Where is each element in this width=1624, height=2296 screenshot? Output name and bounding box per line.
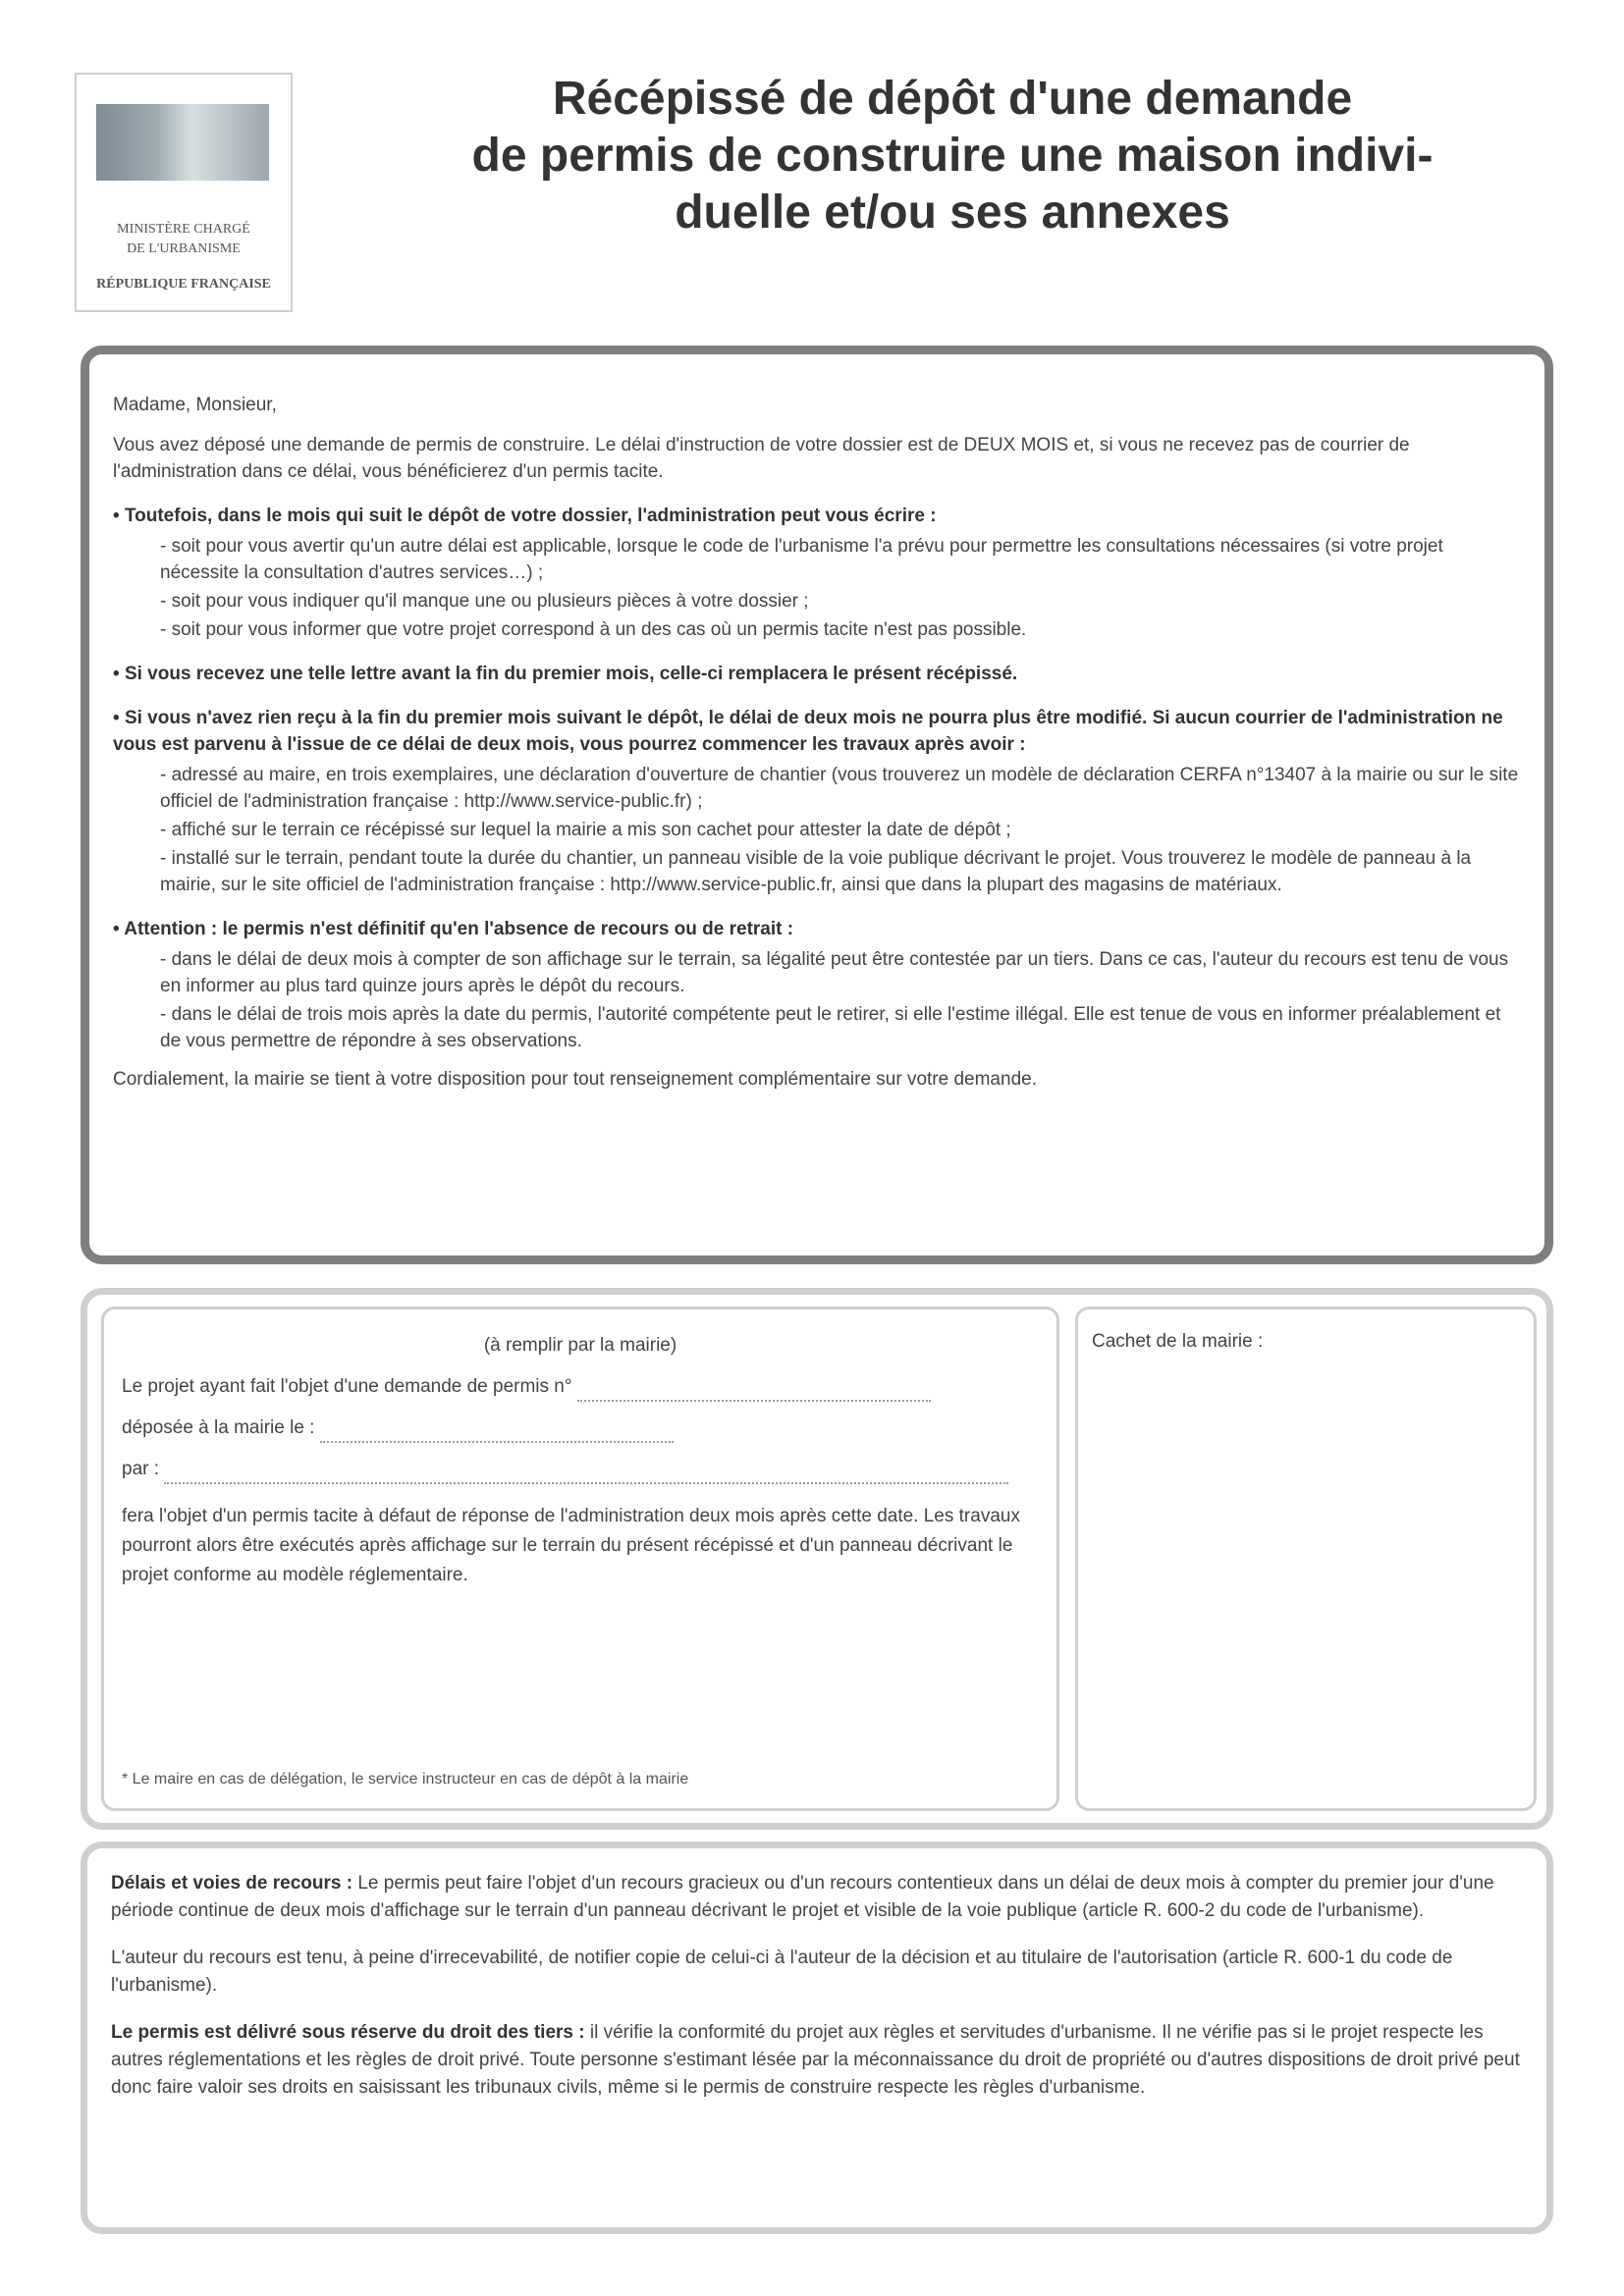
bullet-no-reply: • Si vous n'avez rien reçu à la fin du premier mois suivant le dépôt, le délai de deux mois ne pourra plus être modifié. Si aucun courrier de l'administration ne vous est parvenu à l'issue de ce délai de deux mois, vous pourrez commencer les travaux après avoir : bbox=[113, 705, 1521, 758]
bullet-attention: • Attention : le permis n'est définitif qu'en l'absence de recours ou de retrait : bbox=[113, 916, 1521, 942]
mairie-stamp-area bbox=[1075, 1307, 1537, 1811]
title-line-1: Récépissé de dépôt d'une demande bbox=[552, 73, 1353, 125]
bullet-toutefois: • Toutefois, dans le mois qui suit le dépôt de votre dossier, l'administration peut vous écrire : bbox=[113, 503, 1521, 529]
applicant-field[interactable] bbox=[164, 1465, 1008, 1484]
sub-item: - adressé au maire, en trois exemplaires, une déclaration d'ouverture de chantier (vous trouverez un modèle de déclaration CERFA n°13407 à la mairie ou sur le site officiel de l'administration française : http://www.service-public.fr) ; bbox=[160, 762, 1521, 815]
recours-paragraph bbox=[111, 1870, 1523, 1925]
intro-paragraph: Vous avez déposé une demande de permis de construire. Le délai d'instruction de votre dossier est de DEUX MOIS et, si vous ne recevez pas de courrier de l'administration dans ce délai, vous bénéficierez d'un permis tacite. bbox=[113, 435, 1410, 482]
logo-republic: RÉPUBLIQUE FRANÇAISE bbox=[96, 277, 271, 292]
mairie-footnote: * Le maire en cas de délégation, le service instructeur en cas de dépôt à la mairie bbox=[122, 1771, 689, 1788]
title-line-2: de permis de construire une maison indivi- bbox=[471, 130, 1434, 182]
deposit-date-label: déposée à la mairie le : bbox=[122, 1417, 315, 1438]
sub-item: - dans le délai de deux mois à compter de son affichage sur le terrain, sa légalité peut être contestée par un tiers. Dans ce cas, l'auteur du recours est tenu de vous en informer au plus tard quinze jours après le dépôt du recours. bbox=[160, 946, 1521, 999]
deposit-date-line bbox=[122, 1414, 1039, 1443]
mairie-section bbox=[81, 1288, 1553, 1830]
logo-line-1: MINISTÈRE CHARGÉ bbox=[117, 222, 250, 237]
sub-item: - soit pour vous avertir qu'un autre délai est applicable, lorsque le code de l'urbanisme l'a prévu pour permettre les consultations nécessaires (si votre projet nécessite la consultation d'autres services…) ; bbox=[160, 533, 1521, 586]
tiers-heading: Le permis est délivré sous réserve du droit des tiers : bbox=[111, 2022, 585, 2043]
permit-number-line bbox=[122, 1372, 1039, 1402]
permit-number-field[interactable] bbox=[577, 1382, 931, 1402]
sub-item: - soit pour vous indiquer qu'il manque une ou plusieurs pièces à votre dossier ; bbox=[160, 588, 1521, 614]
tacit-permit-paragraph: fera l'objet d'un permis tacite à défaut de réponse de l'administration deux mois après cette date. Les travaux pourront alors être exécutés après affichage sur le terrain du présent récépissé et d'un panneau décrivant le projet conforme au modèle réglementaire. bbox=[122, 1506, 1020, 1585]
permit-number-label: Le projet ayant fait l'objet d'une demande de permis n° bbox=[122, 1376, 572, 1397]
stamp-label: Cachet de la mairie : bbox=[1092, 1331, 1264, 1352]
mairie-form bbox=[101, 1307, 1059, 1811]
deposit-date-field[interactable] bbox=[320, 1423, 674, 1443]
bullet-letter: • Si vous recevez une telle lettre avant la fin du premier mois, celle-ci remplacera le présent récépissé. bbox=[113, 661, 1521, 687]
sub-item: - affiché sur le terrain ce récépissé sur lequel la mairie a mis son cachet pour attester la date de dépôt ; bbox=[160, 817, 1521, 843]
tiers-text: il vérifie la conformité du projet aux règles et servitudes d'urbanisme. Il ne vérifie pas si le projet respecte les autres réglementations et les règles de droit privé. Toute personne s'estimant lésée par la méconnaissance du droit de propriété ou d'autres dispositions de droit privé peut donc faire valoir ses droits en saisissant les tribunaux civils, même si le permis de construire respecte les règles d'urbanisme. bbox=[111, 2022, 1520, 2098]
notification-paragraph: L'auteur du recours est tenu, à peine d'irrecevabilité, de notifier copie de celui-ci à l'auteur de la décision et au titulaire de l'autorisation (article R. 600-1 du code de l'urbanisme). bbox=[111, 1948, 1453, 1996]
title-line-3: duelle et/ou ses annexes bbox=[675, 187, 1230, 239]
applicant-line bbox=[122, 1455, 1039, 1484]
sub-item: - dans le délai de trois mois après la date du permis, l'autorité compétente peut le retirer, si elle l'estime illégal. Elle est tenue de vous en informer préalablement et de vous permettre de répondre à ses observations. bbox=[160, 1001, 1521, 1054]
sub-item: - installé sur le terrain, pendant toute la durée du chantier, un panneau visible de la voie publique décrivant le projet. Vous trouverez le modèle de panneau à la mairie, sur le site officiel de l'administration française : http://www.service-public.fr, ainsi que dans la plupart des magasins de matériaux. bbox=[160, 845, 1521, 898]
ministry-logo bbox=[75, 73, 293, 312]
salutation: Madame, Monsieur, bbox=[113, 395, 277, 415]
legal-info-box bbox=[81, 1842, 1553, 2234]
logo-line-2: DE L'URBANISME bbox=[127, 241, 241, 256]
applicant-label: par : bbox=[122, 1459, 160, 1479]
marianne-emblem bbox=[96, 104, 269, 181]
recours-text: Le permis peut faire l'objet d'un recours gracieux ou d'un recours contentieux dans un délai de deux mois à compter du premier jour d'une période continue de deux mois d'affichage sur le terrain d'un panneau décrivant le projet et visible de la voie publique (article R. 600-2 du code de l'urbanisme). bbox=[111, 1873, 1494, 1921]
receipt-main-box bbox=[81, 346, 1553, 1264]
closing-paragraph: Cordialement, la mairie se tient à votre disposition pour tout renseignement complémentaire sur votre demande. bbox=[113, 1069, 1037, 1090]
sub-item: - soit pour vous informer que votre projet correspond à un des cas où un permis tacite n'est pas possible. bbox=[160, 616, 1521, 643]
tiers-paragraph bbox=[111, 2019, 1523, 2102]
document-title bbox=[314, 71, 1591, 241]
recours-heading: Délais et voies de recours : bbox=[111, 1873, 353, 1894]
mairie-heading: (à remplir par la mairie) bbox=[483, 1335, 677, 1356]
